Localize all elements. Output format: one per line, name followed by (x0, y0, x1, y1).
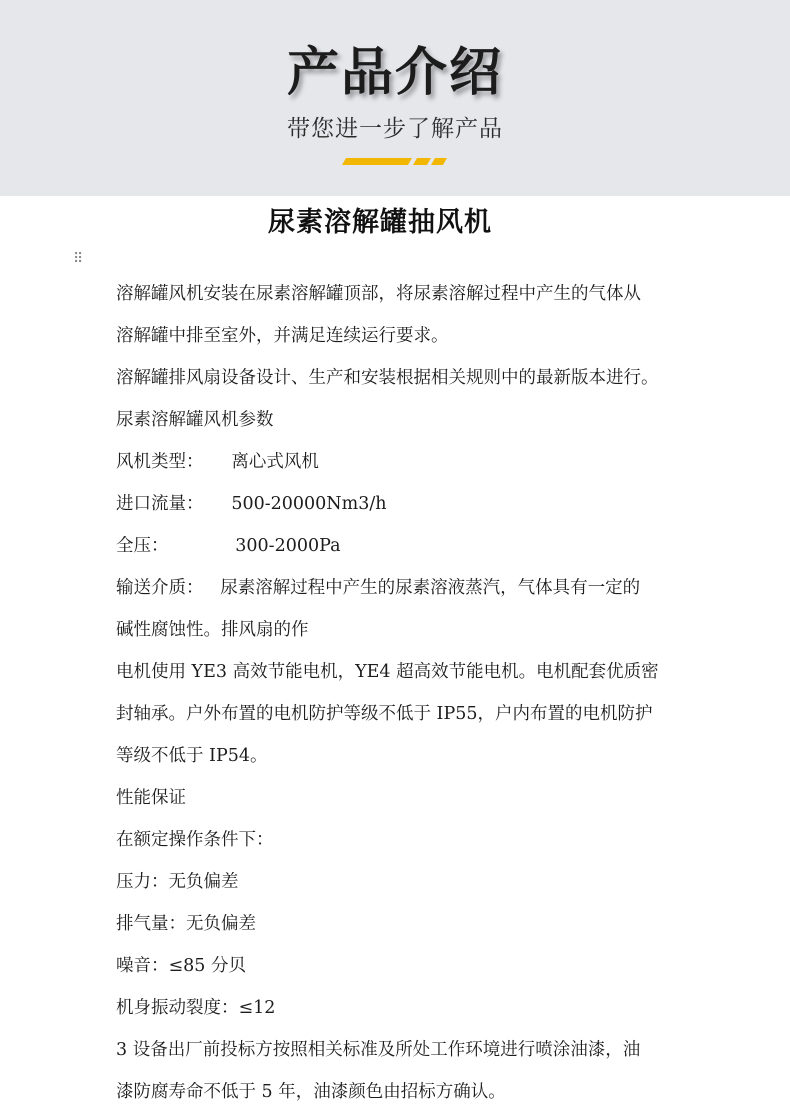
document-title: 尿素溶解罐抽风机 (268, 207, 492, 238)
paragraph-line: 溶解罐排风扇设备设计、生产和安装根据相关规则中的最新版本进行。 (116, 368, 659, 388)
paragraph-line: 电机使用 YE3 高效节能电机，YE4 超高效节能电机。电机配套优质密 (116, 662, 659, 682)
paragraph-line: 漆防腐寿命不低于 5 年，油漆颜色由招标方确认。 (116, 1082, 506, 1102)
paragraph-line: 3 设备出厂前投标方按照相关标准及所处工作环境进行喷涂油漆，油 (116, 1040, 641, 1060)
paragraph-line: 溶解罐风机安装在尿素溶解罐顶部，将尿素溶解过程中产生的气体从 (116, 284, 641, 304)
paragraph-line: 风机类型： 离心式风机 (116, 452, 319, 472)
paragraph-line: 输送介质： 尿素溶解过程中产生的尿素溶液蒸汽，气体具有一定的 (116, 578, 641, 598)
accent-bar (342, 158, 412, 165)
paragraph-line: 进口流量： 500-20000Nm3/h (116, 494, 387, 514)
accent-bar (431, 158, 447, 165)
paragraph-line: 噪音：≤85 分贝 (116, 956, 246, 976)
paragraph-line: 性能保证 (116, 788, 186, 808)
drag-dots-icon[interactable]: ⠿ (73, 251, 84, 267)
banner-title: 产品介绍 (286, 43, 503, 103)
paragraph-line: 在额定操作条件下： (116, 830, 274, 850)
paragraph-line: 封轴承。户外布置的电机防护等级不低于 IP55，户内布置的电机防护 (116, 704, 653, 724)
paragraph-line: 尿素溶解罐风机参数 (116, 410, 274, 430)
paragraph-line: 全压： 300-2000Pa (116, 536, 341, 556)
paragraph-line: 压力：无负偏差 (116, 872, 239, 892)
banner-subtitle: 带您进一步了解产品 (287, 116, 503, 142)
paragraph-line: 机身振动裂度：≤12 (116, 998, 276, 1018)
paragraph-line: 等级不低于 IP54。 (116, 746, 268, 766)
accent-bar (413, 158, 431, 165)
paragraph-line: 碱性腐蚀性。排风扇的作 (116, 620, 309, 640)
paragraph-line: 溶解罐中排至室外，并满足连续运行要求。 (116, 326, 449, 346)
paragraph-line: 排气量：无负偏差 (116, 914, 256, 934)
header-banner (0, 0, 790, 196)
